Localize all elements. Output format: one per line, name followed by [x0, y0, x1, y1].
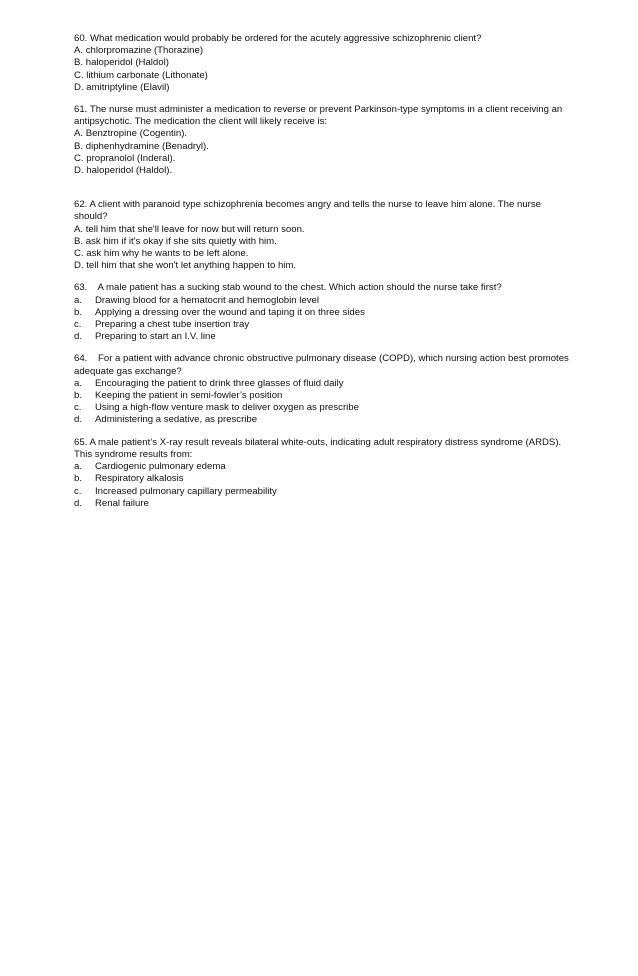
option-letter: d. — [74, 331, 83, 343]
option-letter: b. — [74, 306, 83, 318]
option-letter: b. — [74, 390, 83, 402]
answer-option-b — [74, 307, 574, 319]
answer-option-b — [74, 390, 574, 402]
answer-option-b: B. haloperidol (Haldol) — [74, 57, 169, 69]
option-text: Drawing blood for a hematocrit and hemoglobin level — [95, 294, 319, 306]
option-text: Respiratory alkalosis — [95, 473, 184, 485]
answer-option-d — [74, 498, 574, 510]
answer-option-a: A. Benztropine (Cogentin). — [74, 128, 188, 140]
question-62 — [74, 199, 574, 272]
option-letter: d. — [74, 414, 83, 426]
question-63 — [74, 282, 574, 343]
answer-option-b: B. diphenhydramine (Benadryl). — [74, 140, 209, 152]
question-text: 60. What medication would probably be ordered for the acutely aggressive schizophrenic client? — [74, 33, 482, 44]
option-letter: d. — [74, 497, 83, 509]
question-text: 64. For a patient with advance chronic obstructive pulmonary disease (COPD), which nursing action best promotes adequate gas exchange? — [74, 353, 572, 377]
answer-option-c: C. ask him why he wants to be left alone. — [74, 248, 249, 260]
answer-option-a: A. chlorpromazine (Thorazine) — [74, 45, 204, 57]
option-text: Preparing a chest tube insertion tray — [95, 319, 250, 331]
question-text: 65. A male patient’s X-ray result reveals bilateral white-outs, indicating adult respiratory distress syndrome (ARDS). This syndrome results from: — [74, 436, 562, 460]
answer-option-c: C. lithium carbonate (Lithonate) — [74, 69, 208, 81]
answer-option-d: D. haloperidol (Haldol). — [74, 165, 173, 177]
option-letter: c. — [74, 402, 82, 414]
answer-option-b — [74, 473, 574, 485]
answer-option-d: D. tell him that she won't let anything happen to him. — [74, 260, 297, 272]
question-text: 62. A client with paranoid type schizophrenia becomes angry and tells the nurse to leave him alone. The nurse should? — [74, 199, 542, 223]
option-letter: b. — [74, 473, 83, 485]
option-text: Renal failure — [95, 497, 149, 509]
answer-option-b: B. ask him if it's okay if she sits quietly with him. — [74, 235, 277, 247]
answer-option-c — [74, 402, 574, 414]
option-text: Applying a dressing over the wound and taping it on three sides — [95, 306, 365, 318]
answer-option-d: D. amitriptyline (Elavil) — [74, 81, 170, 93]
question-text: 61. The nurse must administer a medication to reverse or prevent Parkinson-type symptoms in a client receiving an antipsychotic. The medication the client will likely receive is: — [74, 104, 563, 128]
option-text: Keeping the patient in semi-fowler’s position — [95, 390, 283, 402]
question-60 — [74, 33, 574, 94]
document-page — [74, 33, 574, 510]
answer-option-a — [74, 295, 574, 307]
answer-option-a — [74, 461, 574, 473]
option-letter: a. — [74, 461, 83, 473]
option-text: Encouraging the patient to drink three glasses of fluid daily — [95, 377, 344, 389]
option-text: Preparing to start an I.V. line — [95, 331, 216, 343]
answer-option-a — [74, 378, 574, 390]
answer-option-c — [74, 486, 574, 498]
answer-option-d — [74, 414, 574, 426]
question-61 — [74, 104, 574, 177]
answer-option-c — [74, 319, 574, 331]
question-64 — [74, 353, 574, 426]
option-letter: c. — [74, 485, 82, 497]
option-letter: a. — [74, 377, 83, 389]
answer-option-c: C. propranolol (Inderal). — [74, 152, 176, 164]
option-letter: a. — [74, 294, 83, 306]
question-text: 63. A male patient has a sucking stab wound to the chest. Which action should the nurse take first? — [74, 282, 502, 294]
question-65 — [74, 437, 574, 510]
option-text: Increased pulmonary capillary permeability — [95, 485, 277, 497]
option-letter: c. — [74, 319, 82, 331]
option-text: Administering a sedative, as prescribe — [95, 414, 258, 426]
option-text: Using a high-flow venture mask to deliver oxygen as prescribe — [95, 402, 359, 414]
answer-option-a: A. tell him that she'll leave for now but will return soon. — [74, 223, 305, 235]
option-text: Cardiogenic pulmonary edema — [95, 461, 226, 473]
answer-option-d — [74, 331, 574, 343]
